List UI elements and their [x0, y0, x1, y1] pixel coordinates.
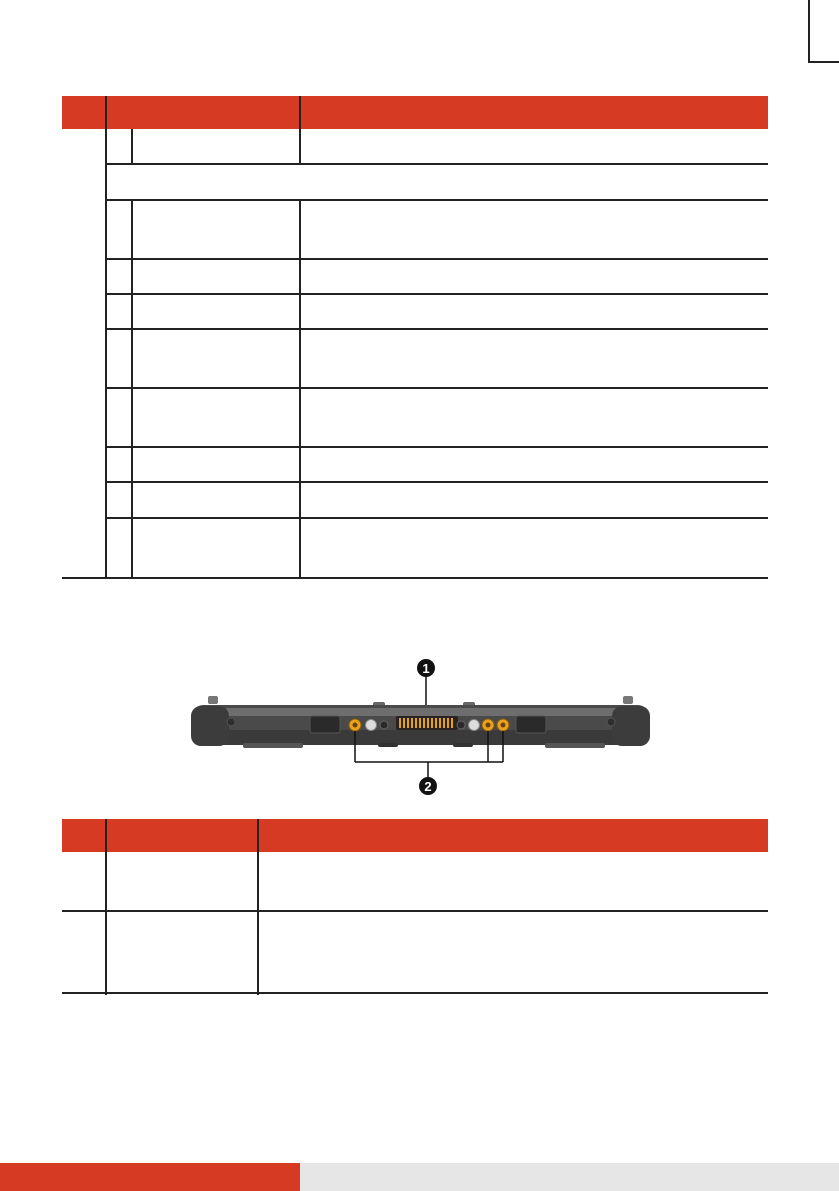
footer-accent-bar [0, 1163, 300, 1191]
top-table-row-line [105, 517, 768, 519]
top-table-divider [299, 129, 301, 163]
top-table-divider [299, 96, 301, 129]
page-corner-mark [808, 0, 810, 62]
top-spec-table [62, 96, 768, 578]
bottom-table-divider [257, 819, 259, 995]
bottom-table-divider [105, 819, 107, 995]
callout-1-label: 1 [422, 661, 430, 676]
top-table-divider [131, 129, 133, 163]
top-table-row-line [105, 199, 768, 201]
top-table-row-line [105, 387, 768, 389]
top-table-bottom-rule [62, 577, 768, 579]
footer-gray-bar [300, 1163, 839, 1191]
top-table-row-line [105, 481, 768, 483]
bottom-table-row-line [62, 910, 768, 912]
top-table-row-line [105, 163, 768, 165]
device-bottom-view-illustration [183, 650, 658, 805]
bottom-spec-table [62, 819, 768, 995]
top-table-row-line [105, 293, 768, 295]
callout-2-label: 2 [424, 779, 432, 794]
top-table-divider [131, 199, 133, 578]
top-table-row-line [105, 258, 768, 260]
top-table-divider [105, 96, 107, 578]
top-table-divider [299, 199, 301, 578]
bottom-table-bottom-rule [62, 992, 768, 994]
device-bottom-view-drawing [183, 650, 658, 800]
top-table-row-line [105, 446, 768, 448]
bottom-table-header [62, 819, 768, 852]
top-table-header [62, 96, 768, 129]
top-table-row-line [105, 328, 768, 330]
page-corner-mark-horizontal [808, 61, 839, 63]
